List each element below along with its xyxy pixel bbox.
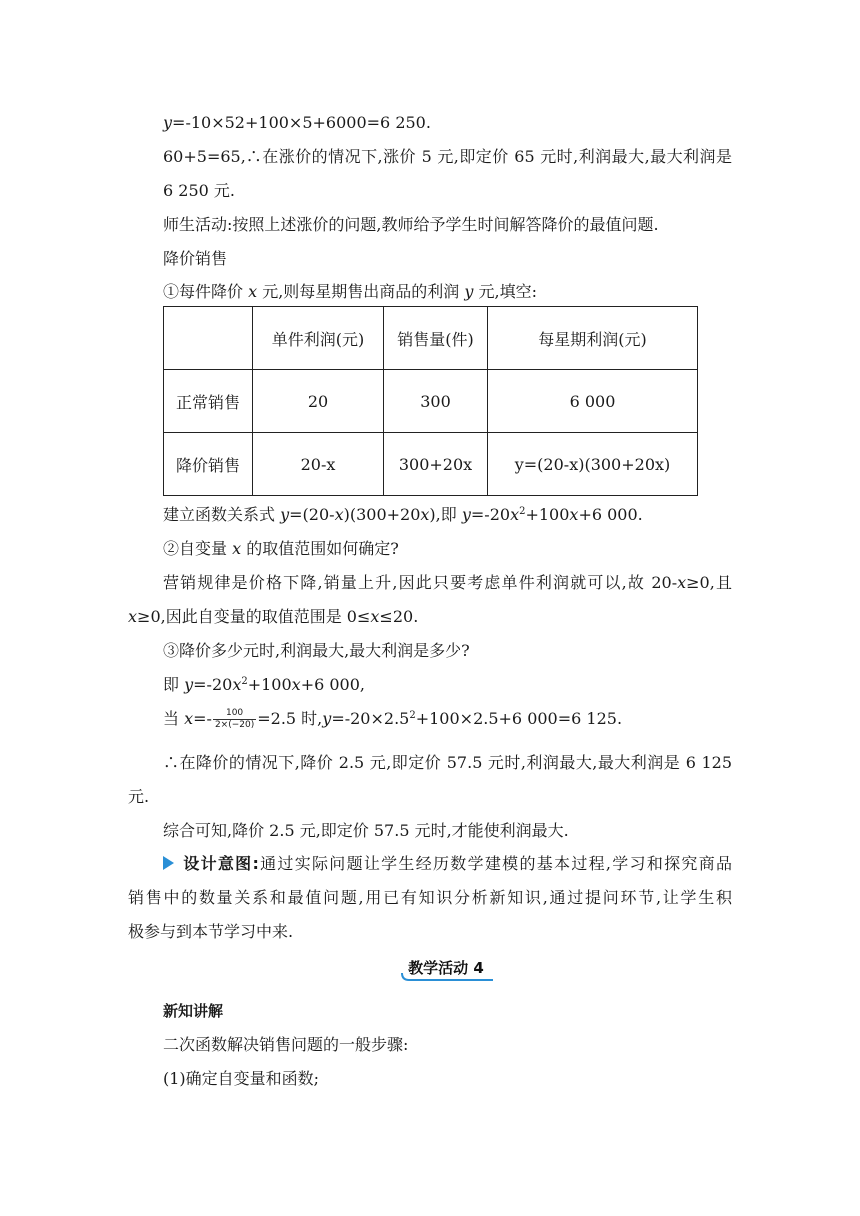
activity-banner-title: 教学活动 4 xyxy=(408,959,484,977)
triangle-marker-icon xyxy=(163,856,174,870)
equation-line: 当 x=- $\frac{100}{2\times(-20)}$ =2.5 时$,y=-20\times 2.5^2+100\times 2.5+6$ 000=6 125. xyxy=(163,708,623,730)
paragraph-line: 综合可知,降价 2.5 元,即定价 57.5 元时,才能使利润最大. xyxy=(163,821,569,840)
design-intent-line xyxy=(163,853,732,875)
paragraph-line: 师生活动:按照上述涨价的问题,教师给予学生时间解答降价的最值问题. xyxy=(163,215,659,234)
table-header-row xyxy=(164,307,698,370)
equation-line: 建立函数关系式 y=(20-x)(300+20x),即 $y=-20x^2+100x+6$ 000. xyxy=(163,505,643,524)
step-item: (1)确定自变量和函数; xyxy=(163,1069,320,1088)
section-label: 降价销售 xyxy=(163,249,228,268)
table-cell: 20-x xyxy=(253,433,384,496)
design-intent-line: 销售中的数量关系和最值问题,用已有知识分析新知识,通过提问环节,让学生积 xyxy=(128,888,732,907)
question-line: ①每件降价 x 元,则每星期售出商品的利润 y 元,填空: xyxy=(163,282,538,301)
fraction-denominator: 2×(−20) xyxy=(214,720,255,730)
table-header-cell: 单件利润(元) xyxy=(253,307,384,370)
table-cell: 降价销售 xyxy=(164,433,253,496)
table-header-cell: 每星期利润(元) xyxy=(488,307,698,370)
sales-table xyxy=(163,306,698,496)
fraction-numerator: 100 xyxy=(213,708,256,720)
paragraph-line: 元. xyxy=(128,787,150,806)
paragraph-line: 营销规律是价格下降,销量上升,因此只要考虑单件利润就可以,故 20-x≥0,且 xyxy=(163,573,732,592)
design-intent-text: 通过实际问题让学生经历数学建模的基本过程,学习和探究商品 xyxy=(258,854,732,873)
paragraph-line: ∴在降价的情况下,降价 2.5 元,即定价 57.5 元时,利润最大,最大利润是 6 125 xyxy=(163,753,732,772)
table-row xyxy=(164,370,698,433)
table-cell: 300+20x xyxy=(384,433,488,496)
equation-line: 即 $y=-20x^2+100x+6$ 000, xyxy=(163,675,365,694)
table-row xyxy=(164,433,698,496)
table-cell: 20 xyxy=(253,370,384,433)
activity-banner xyxy=(400,955,496,983)
question-line: ②自变量 x 的取值范围如何确定? xyxy=(163,539,399,558)
equation-line: y=-10×52+100×5+6000=6 250. xyxy=(163,113,431,132)
paragraph-line: 60+5=65,∴在涨价的情况下,涨价 5 元,即定价 65 元时,利润最大,最大利润是 xyxy=(163,147,732,166)
table-header-cell: 销售量(件) xyxy=(384,307,488,370)
table-cell: 正常销售 xyxy=(164,370,253,433)
table-cell: 6 000 xyxy=(488,370,698,433)
paragraph-line: x≥0,因此自变量的取值范围是 0≤x≤20. xyxy=(128,607,419,626)
design-intent-label: 设计意图: xyxy=(182,854,259,873)
table-cell: 300 xyxy=(384,370,488,433)
table-header-cell xyxy=(164,307,253,370)
question-line: ③降价多少元时,利润最大,最大利润是多少? xyxy=(163,641,470,660)
table-cell: y=(20-x)(300+20x) xyxy=(488,433,698,496)
section-title: 新知讲解 xyxy=(163,1002,224,1020)
fraction xyxy=(213,708,256,731)
paragraph-line: 6 250 元. xyxy=(163,181,235,200)
design-intent-line: 极参与到本节学习中来. xyxy=(128,922,294,941)
paragraph-line: 二次函数解决销售问题的一般步骤: xyxy=(163,1035,409,1054)
